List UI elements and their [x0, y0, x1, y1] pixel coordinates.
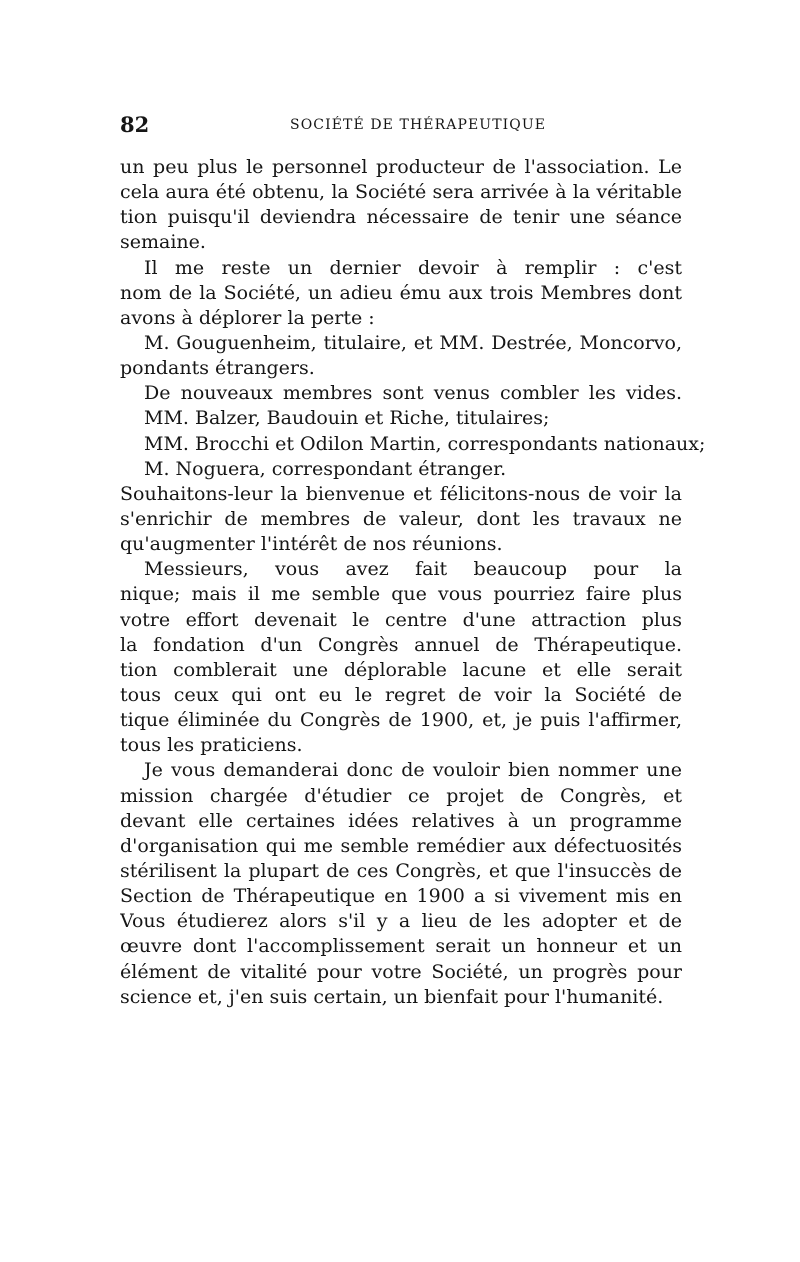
text-line: Souhaitons-leur la bienvenue et félicitons-nous de voir la	[120, 482, 682, 505]
text-line: votre effort devenait le centre d'une attraction plus	[120, 608, 682, 631]
text-line: d'organisation qui me semble remédier aux défectuosités	[120, 834, 682, 857]
text-line: œuvre dont l'accomplissement serait un honneur et un	[120, 935, 682, 958]
text-line: la fondation d'un Congrès annuel de Thérapeutique.	[120, 633, 682, 656]
text-line: semaine.	[120, 231, 206, 254]
text-line: De nouveaux membres sont venus combler les vides.	[144, 382, 682, 405]
text-line: nique; mais il me semble que vous pourriez faire plus	[120, 583, 682, 606]
text-line: science et, j'en suis certain, un bienfait pour l'humanité.	[120, 985, 664, 1008]
text-line: MM. Balzer, Baudouin et Riche, titulaires;	[144, 407, 550, 430]
text-line: un peu plus le personnel producteur de l'association. Le	[120, 156, 682, 178]
text-line: s'enrichir de membres de valeur, dont les travaux ne	[120, 507, 682, 530]
text-line: pondants étrangers.	[120, 357, 315, 380]
text-line: Section de Thérapeutique en 1900 a si vivement mis en	[120, 885, 682, 908]
text-line: nom de la Société, un adieu ému aux trois Membres dont	[120, 281, 682, 304]
text-line: devant elle certaines idées relatives à un programme	[120, 809, 682, 832]
page-number: 82	[120, 112, 150, 137]
text-line: élément de vitalité pour votre Société, un progrès pour	[120, 960, 682, 983]
text-line: tique éliminée du Congrès de 1900, et, je puis l'affirmer,	[120, 709, 682, 732]
text-line: M. Gouguenheim, titulaire, et MM. Destrée, Moncorvo,	[144, 331, 682, 354]
page-header	[120, 112, 682, 142]
body-text	[120, 155, 706, 1010]
text-line: Il me reste un dernier devoir à remplir : c'est	[144, 256, 682, 279]
text-line: mission chargée d'étudier ce projet de Congrès, et	[120, 784, 682, 807]
running-head: SOCIÉTÉ DE THÉRAPEUTIQUE	[290, 117, 547, 133]
text-line: tous ceux qui ont eu le regret de voir la Société de	[120, 683, 682, 706]
text-line: MM. Brocchi et Odilon Martin, correspondants nationaux;	[144, 432, 706, 455]
text-line: tous les praticiens.	[120, 734, 303, 757]
text-line: tion puisqu'il deviendra nécessaire de tenir une séance	[120, 206, 682, 229]
text-line: cela aura été obtenu, la Société sera arrivée à la véritable	[120, 181, 682, 204]
text-line: Messieurs, vous avez fait beaucoup pour la	[144, 558, 682, 581]
text-line: Je vous demanderai donc de vouloir bien nommer une	[144, 759, 682, 782]
text-line: qu'augmenter l'intérêt de nos réunions.	[120, 533, 503, 556]
text-line: stérilisent la plupart de ces Congrès, et que l'insuccès de	[120, 859, 682, 882]
text-line: M. Noguera, correspondant étranger.	[144, 457, 507, 480]
text-line: tion comblerait une déplorable lacune et elle serait	[120, 658, 682, 681]
text-line: Vous étudierez alors s'il y a lieu de les adopter et de	[120, 910, 682, 933]
text-line: avons à déplorer la perte :	[120, 306, 375, 329]
